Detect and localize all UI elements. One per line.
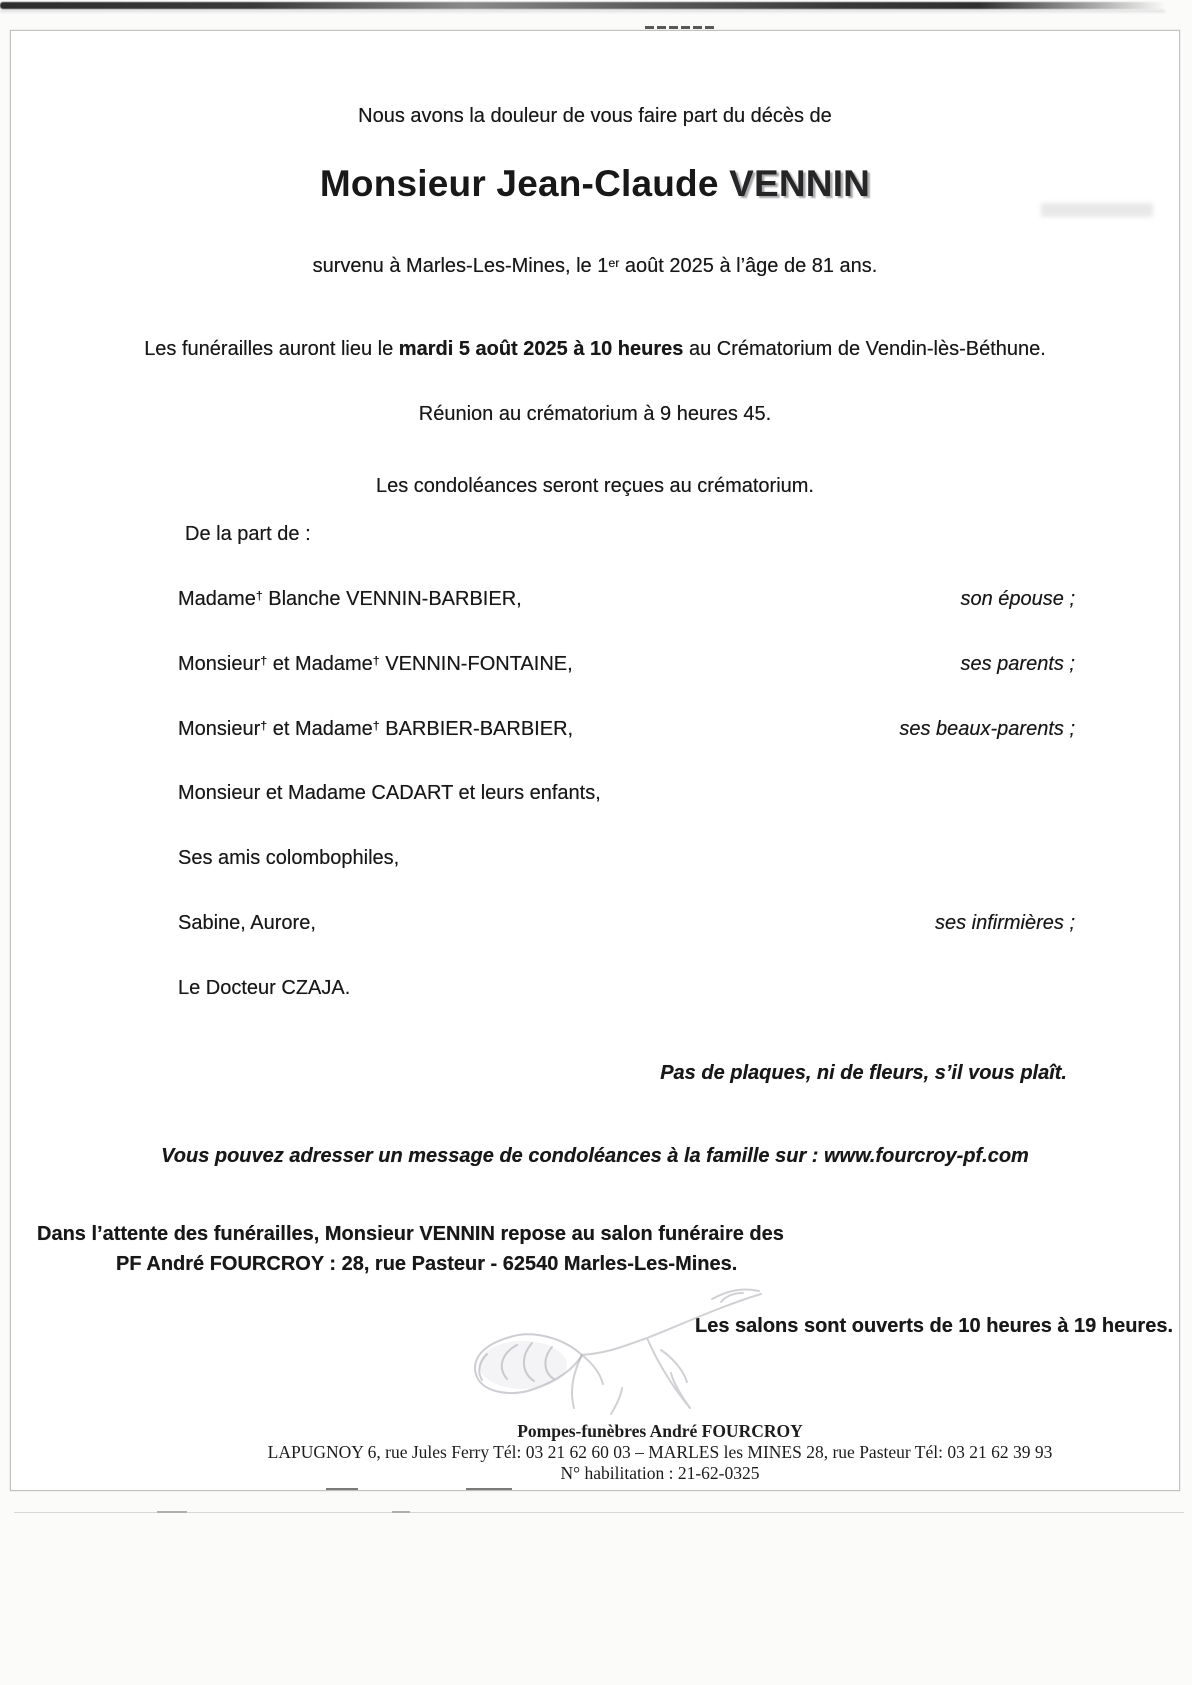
dagger-icon: † (260, 718, 268, 733)
family-member-name: Ses amis colombophiles, (178, 847, 400, 869)
scan-dash-artifact (645, 26, 715, 29)
ordinal-superscript: er (608, 255, 620, 270)
funeral-details-line: Les funérailles auront lieu le mardi 5 août 2025 à 10 heures au Crématorium de Vendin-lès-Béthune. (144, 338, 1046, 360)
condolence-website-note: Vous pouvez adresser un message de condoléances à la famille sur : www.fourcroy-pf.com (161, 1145, 1029, 1167)
salons-hours-note: Les salons sont ouverts de 10 heures à 19 heures. (695, 1315, 1173, 1337)
condolences-line: Les condoléances seront reçues au crématorium. (375, 475, 814, 497)
family-row (178, 651, 1075, 679)
rose-sketch-image (421, 1284, 766, 1428)
family-member-name: Le Docteur CZAJA. (178, 977, 351, 999)
scan-dash-artifact (466, 1488, 512, 1490)
family-member-name: Monsieur† et Madame† BARBIER-BARBIER, (178, 718, 574, 740)
deceased-given-names: Monsieur Jean-Claude (319, 163, 730, 204)
footer-habilitation: N° habilitation : 21-62-0325 (560, 1463, 760, 1483)
repose-note-line1: Dans l’attente des funérailles, Monsieur VENNIN repose au salon funéraire des (37, 1223, 784, 1245)
funeral-date-time: mardi 5 août 2025 à 10 heures (398, 338, 684, 360)
dagger-icon: † (255, 588, 263, 603)
scan-line-artifact-bottom (14, 1512, 1184, 1513)
scan-dash-artifact (392, 1511, 410, 1513)
death-date-line: survenu à Marles-Les-Mines, le 1er août 2025 à l’âge de 81 ans. (312, 255, 878, 277)
family-member-name: Monsieur et Madame CADART et leurs enfants, (178, 782, 601, 804)
family-relation: ses beaux-parents ; (899, 718, 1075, 740)
family-member-name: Madame† Blanche VENNIN-BARBIER, (178, 588, 522, 610)
from-label: De la part de : (185, 523, 311, 545)
family-row (178, 975, 1075, 1003)
family-relation: ses infirmières ; (934, 912, 1075, 934)
family-relation: ses parents ; (960, 653, 1075, 675)
dagger-icon: † (372, 653, 380, 668)
family-member-name: Sabine, Aurore, (178, 912, 316, 934)
scan-dash-artifact (326, 1488, 358, 1490)
dagger-icon: † (372, 718, 380, 733)
footer-addresses: LAPUGNOY 6, rue Jules Ferry Tél: 03 21 62 60 03 – MARLES les MINES 28, rue Pasteur Tél: 03 21 62 39 93 (267, 1442, 1053, 1462)
announcement-card (10, 30, 1180, 1491)
family-row (178, 716, 1075, 744)
page-title (11, 164, 1179, 204)
family-row (178, 586, 1075, 614)
no-flowers-note: Pas de plaques, ni de fleurs, s’il vous plaît. (660, 1062, 1067, 1084)
family-row (178, 780, 1075, 808)
family-relation: son épouse ; (960, 588, 1075, 610)
family-row (178, 845, 1075, 873)
dagger-icon: † (260, 653, 268, 668)
family-row (178, 910, 1075, 938)
scan-dash-artifact (157, 1511, 187, 1513)
footer-company-name: Pompes-funèbres André FOURCROY (517, 1421, 803, 1441)
deceased-surname: VENNIN (729, 163, 871, 204)
footer (141, 1421, 1179, 1484)
intro-line: Nous avons la douleur de vous faire part du décès de (358, 105, 832, 127)
family-member-name: Monsieur† et Madame† VENNIN-FONTAINE, (178, 653, 573, 675)
scan-smudge-artifact (1041, 203, 1153, 217)
repose-note-line2: PF André FOURCROY : 28, rue Pasteur - 62540 Marles-Les-Mines. (116, 1253, 738, 1275)
scan-edge-artifact-top (0, 2, 1165, 9)
meeting-line: Réunion au crématorium à 9 heures 45. (418, 403, 772, 425)
